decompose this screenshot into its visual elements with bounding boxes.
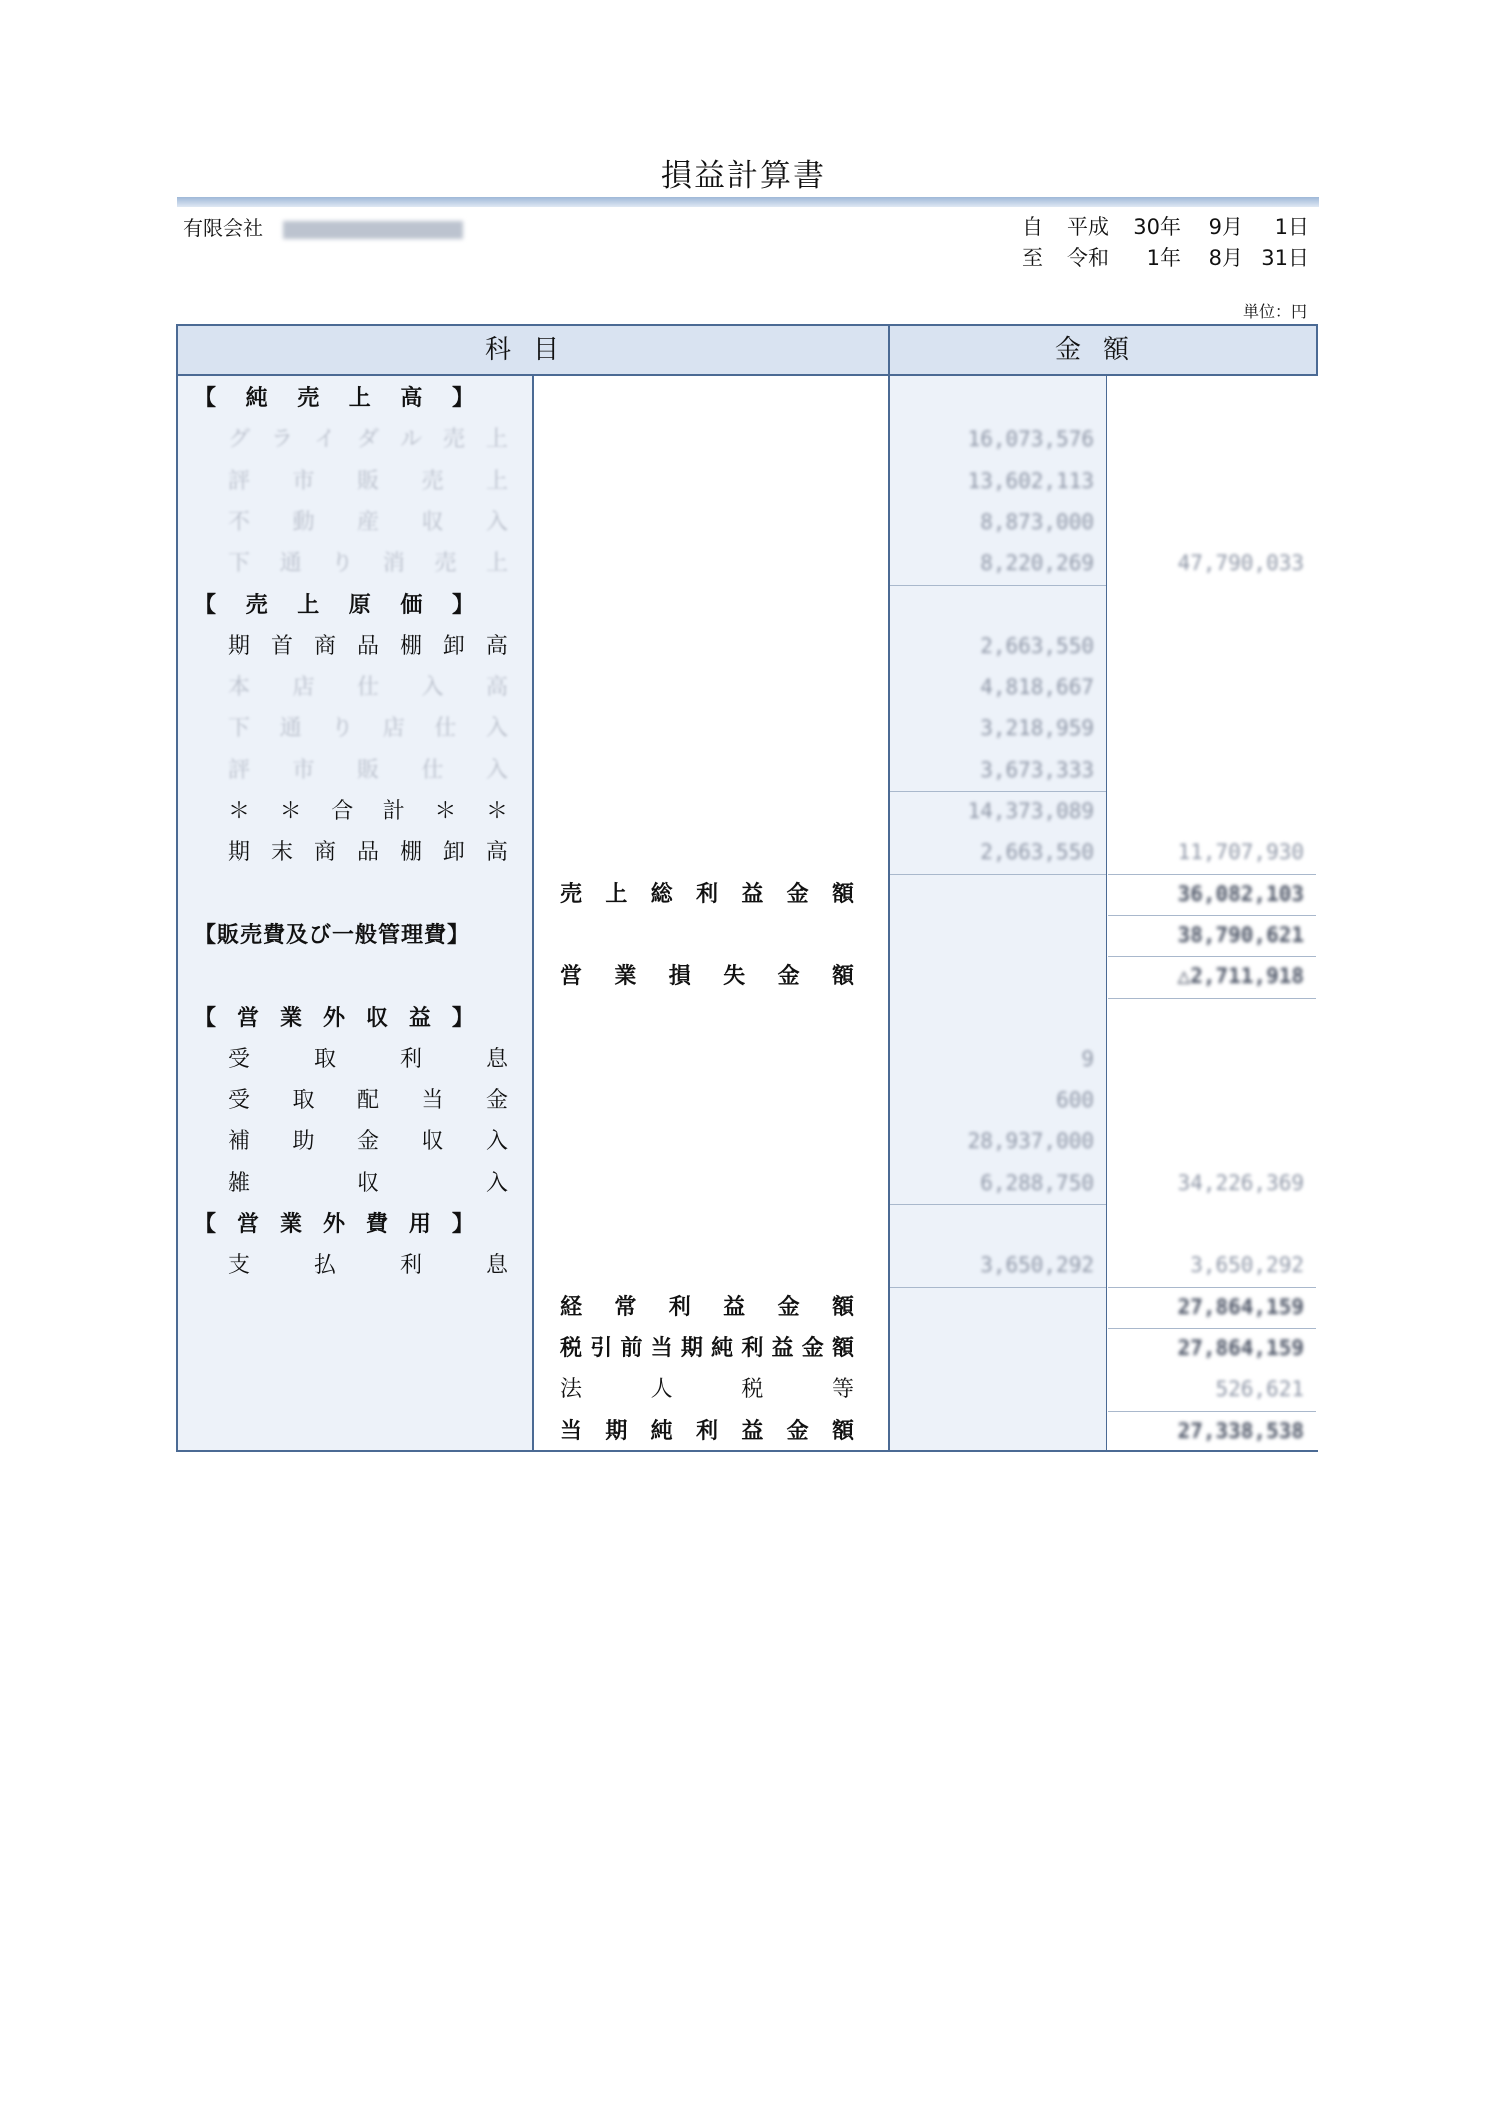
row-label: 下 通 り 店 仕 入 bbox=[228, 716, 508, 742]
row-label: 支 払 利 息 bbox=[228, 1253, 508, 1279]
total-amount: 47,790,033 bbox=[1177, 551, 1304, 576]
rule-line bbox=[890, 1287, 1106, 1288]
total-amount: 27,338,538 bbox=[1177, 1418, 1304, 1443]
statement-row bbox=[178, 461, 1316, 502]
subtotal-label: 売 上 総 利 益 金 額 bbox=[560, 881, 854, 907]
subtotal-label: 経 常 利 益 金 額 bbox=[560, 1294, 854, 1320]
total-amount: △2,711,918 bbox=[1177, 964, 1304, 989]
company-prefix: 有限会社 bbox=[183, 216, 263, 240]
total-amount: 38,790,621 bbox=[1177, 922, 1304, 947]
rule-line bbox=[1108, 1328, 1316, 1329]
total-amount: 27,864,159 bbox=[1177, 1335, 1304, 1360]
rule-line bbox=[1108, 1411, 1316, 1412]
company-name-redacted bbox=[283, 221, 463, 239]
rule-line bbox=[1108, 956, 1316, 957]
statement-row bbox=[178, 1287, 1316, 1328]
statement-row bbox=[178, 1080, 1316, 1121]
statement-row bbox=[178, 708, 1316, 749]
statement-row bbox=[178, 791, 1316, 832]
rule-line bbox=[1108, 915, 1316, 916]
statement-row bbox=[178, 956, 1316, 997]
detail-amount: 3,650,292 bbox=[980, 1253, 1094, 1278]
total-amount: 526,621 bbox=[1215, 1377, 1304, 1402]
statement-row bbox=[178, 874, 1316, 915]
period-to-year: 1年 bbox=[1146, 246, 1181, 270]
total-amount: 36,082,103 bbox=[1177, 881, 1304, 906]
row-label: 不 動 産 収 入 bbox=[228, 509, 508, 535]
detail-amount: 4,818,667 bbox=[980, 675, 1094, 700]
row-label: 【 純 売 上 高 】 bbox=[194, 386, 474, 411]
statement-row bbox=[178, 419, 1316, 460]
row-label: 雑 収 入 bbox=[228, 1170, 508, 1196]
period-from-month: 9月 bbox=[1208, 215, 1243, 239]
income-statement-table bbox=[176, 324, 1318, 1452]
row-label: ＊ ＊ 合 計 ＊ ＊ bbox=[228, 799, 508, 824]
row-label: 【 営 業 外 費 用 】 bbox=[194, 1212, 474, 1237]
detail-amount: 3,218,959 bbox=[980, 716, 1094, 741]
detail-amount: 13,602,113 bbox=[967, 468, 1094, 493]
statement-row bbox=[178, 915, 1316, 956]
statement-row bbox=[178, 1121, 1316, 1162]
subtotal-label: 営 業 損 失 金 額 bbox=[560, 964, 854, 990]
statement-row bbox=[178, 1163, 1316, 1204]
subtotal-label: 当 期 純 利 益 金 額 bbox=[560, 1418, 854, 1444]
detail-amount: 14,373,089 bbox=[967, 799, 1094, 823]
accounting-period bbox=[1015, 212, 1309, 274]
period-from bbox=[1015, 212, 1309, 243]
period-from-era: 平成 bbox=[1067, 215, 1109, 239]
statement-row bbox=[178, 626, 1316, 667]
statement-row bbox=[178, 832, 1316, 873]
subtotal-label: 税 引 前 当 期 純 利 益 金 額 bbox=[560, 1335, 854, 1361]
statement-row bbox=[178, 1369, 1316, 1410]
row-label: 期 末 商 品 棚 卸 高 bbox=[228, 840, 508, 866]
row-label: 補 助 金 収 入 bbox=[228, 1129, 508, 1155]
row-label: 評 市 販 仕 入 bbox=[228, 757, 508, 783]
row-label: 下 通 り 消 売 上 bbox=[228, 551, 508, 577]
unit-label: 単位：円 bbox=[1242, 302, 1307, 321]
rule-line bbox=[890, 1204, 1106, 1205]
total-amount: 11,707,930 bbox=[1177, 840, 1304, 865]
period-to bbox=[1015, 243, 1309, 274]
statement-row bbox=[178, 1328, 1316, 1369]
statement-row bbox=[178, 667, 1316, 708]
row-label: 本 店 仕 入 高 bbox=[228, 675, 508, 701]
rule-line bbox=[890, 585, 1106, 586]
detail-amount: 6,288,750 bbox=[980, 1170, 1094, 1195]
statement-row bbox=[178, 1039, 1316, 1080]
row-label: グ ラ イ ダ ル 売 上 bbox=[228, 427, 508, 453]
statement-row bbox=[178, 378, 1316, 419]
statement-row bbox=[178, 998, 1316, 1039]
statement-row bbox=[178, 543, 1316, 584]
row-label: 【 営 業 外 収 益 】 bbox=[194, 1005, 474, 1031]
row-label: 受 取 配 当 金 bbox=[228, 1088, 508, 1114]
statement-row bbox=[178, 750, 1316, 791]
detail-amount: 3,673,333 bbox=[980, 757, 1094, 782]
total-amount: 34,226,369 bbox=[1177, 1170, 1304, 1195]
row-label: 期 首 商 品 棚 卸 高 bbox=[228, 633, 508, 659]
period-to-month: 8月 bbox=[1208, 246, 1243, 270]
detail-amount: 600 bbox=[1056, 1088, 1094, 1113]
statement-row bbox=[178, 502, 1316, 543]
statement-row bbox=[178, 585, 1316, 626]
period-from-year: 30年 bbox=[1133, 215, 1181, 239]
detail-amount: 16,073,576 bbox=[967, 427, 1094, 452]
document-title: 損益計算書 bbox=[661, 158, 826, 194]
header-subject: 科目 bbox=[178, 326, 890, 376]
rule-line bbox=[1108, 1287, 1316, 1288]
detail-amount: 28,937,000 bbox=[967, 1129, 1094, 1154]
company-name bbox=[183, 212, 463, 241]
period-from-day: 1日 bbox=[1274, 215, 1309, 239]
header-amount: 金額 bbox=[890, 326, 1316, 376]
row-label: 受 取 利 息 bbox=[228, 1046, 508, 1072]
detail-amount: 2,663,550 bbox=[980, 840, 1094, 865]
rule-line bbox=[1108, 998, 1316, 999]
statement-row bbox=[178, 1204, 1316, 1245]
period-to-era: 令和 bbox=[1067, 246, 1109, 270]
rule-line bbox=[890, 791, 1106, 792]
period-from-label: 自 bbox=[1022, 215, 1043, 239]
statement-row bbox=[178, 1411, 1316, 1452]
row-label: 【販売費及び一般管理費】 bbox=[194, 922, 471, 948]
detail-amount: 8,873,000 bbox=[980, 509, 1094, 534]
detail-amount: 2,663,550 bbox=[980, 633, 1094, 658]
period-to-day: 31日 bbox=[1261, 246, 1309, 270]
detail-amount: 9 bbox=[1081, 1046, 1094, 1071]
subtotal-label: 法 人 税 等 bbox=[560, 1377, 854, 1403]
rule-line bbox=[890, 874, 1106, 875]
rule-line bbox=[1108, 874, 1316, 875]
row-label: 【 売 上 原 価 】 bbox=[194, 592, 474, 618]
total-amount: 3,650,292 bbox=[1190, 1253, 1304, 1278]
detail-amount: 8,220,269 bbox=[980, 551, 1094, 576]
period-to-label: 至 bbox=[1022, 246, 1043, 270]
total-amount: 27,864,159 bbox=[1177, 1294, 1304, 1319]
statement-row bbox=[178, 1245, 1316, 1286]
title-underline bbox=[177, 197, 1319, 207]
row-label: 評 市 販 売 上 bbox=[228, 468, 508, 494]
